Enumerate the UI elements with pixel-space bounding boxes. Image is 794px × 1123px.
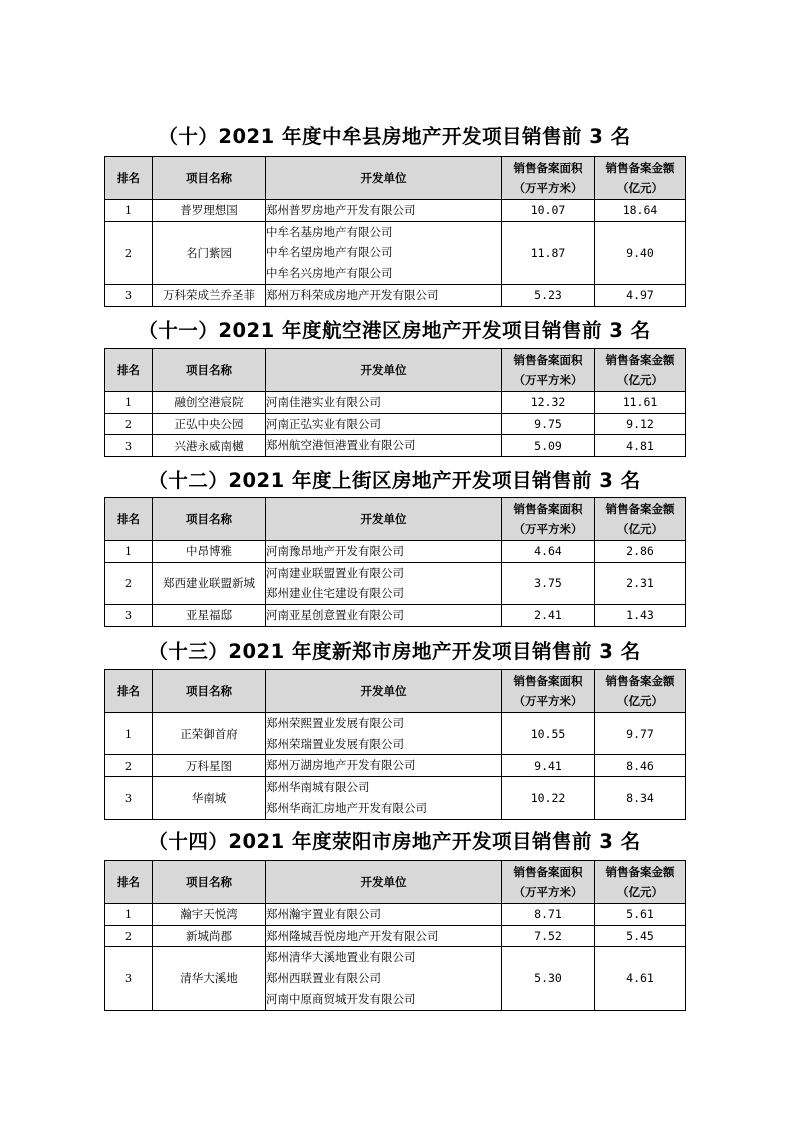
developer-name: 郑州航空港恒港置业有限公司 bbox=[266, 438, 416, 453]
developer-cell bbox=[266, 541, 502, 563]
developer-name: 河南豫昂地产开发有限公司 bbox=[266, 544, 404, 558]
header-project: 项目名称 bbox=[153, 861, 266, 904]
area-cell: 5.30 bbox=[502, 947, 595, 1010]
header-amount-line2: （亿元） bbox=[617, 694, 663, 708]
developer-name: 郑州隆城吾悦房地产开发有限公司 bbox=[266, 928, 439, 943]
table-row bbox=[105, 562, 686, 604]
header-project: 项目名称 bbox=[153, 157, 266, 200]
table-row bbox=[105, 392, 686, 414]
header-amount-line1: 销售备案金额 bbox=[605, 502, 675, 516]
area-cell: 2.41 bbox=[502, 605, 595, 627]
developer-name: 中牟名望房地产有限公司 bbox=[266, 245, 393, 260]
header-amount-line1: 销售备案金额 bbox=[605, 161, 675, 175]
developer-name: 中牟名基房地产有限公司 bbox=[266, 224, 393, 239]
header-developer: 开发单位 bbox=[266, 670, 502, 713]
header-area-line2: （万平方米） bbox=[513, 373, 583, 387]
header-developer: 开发单位 bbox=[266, 157, 502, 200]
table-row bbox=[105, 904, 686, 926]
area-cell: 10.55 bbox=[502, 713, 595, 755]
table-header-row bbox=[105, 498, 686, 541]
project-name-cell: 清华大溪地 bbox=[153, 947, 266, 1010]
amount-cell: 18.64 bbox=[595, 200, 686, 222]
amount-cell: 5.61 bbox=[595, 904, 686, 926]
rank-cell: 2 bbox=[105, 755, 153, 777]
header-area bbox=[502, 670, 595, 713]
section-title: （十三）2021 年度新郑市房地产开发项目销售前 3 名 bbox=[148, 640, 641, 663]
ranking-table bbox=[104, 497, 686, 627]
area-cell: 4.64 bbox=[502, 541, 595, 563]
developer-name: 中牟名兴房地产有限公司 bbox=[266, 266, 393, 281]
area-cell: 3.75 bbox=[502, 562, 595, 604]
area-cell: 5.09 bbox=[502, 435, 595, 457]
amount-cell: 2.31 bbox=[595, 562, 686, 604]
developer-cell bbox=[266, 904, 502, 926]
header-amount bbox=[595, 670, 686, 713]
header-area-line1: 销售备案面积 bbox=[513, 353, 583, 367]
table-header-row bbox=[105, 861, 686, 904]
rank-cell: 1 bbox=[105, 392, 153, 414]
developer-cell bbox=[266, 562, 502, 604]
section-title: （十一）2021 年度航空港区房地产开发项目销售前 3 名 bbox=[138, 319, 651, 342]
section-title: （十二）2021 年度上街区房地产开发项目销售前 3 名 bbox=[148, 469, 641, 492]
rank-cell: 3 bbox=[105, 605, 153, 627]
header-amount bbox=[595, 861, 686, 904]
developer-name: 郑州华商汇房地产开发有限公司 bbox=[266, 800, 427, 815]
header-area-line2: （万平方米） bbox=[513, 181, 583, 195]
header-amount-line2: （亿元） bbox=[617, 181, 663, 195]
developer-name: 河南佳港实业有限公司 bbox=[266, 395, 381, 409]
amount-cell: 1.43 bbox=[595, 605, 686, 627]
amount-cell: 8.34 bbox=[595, 777, 686, 819]
table-row bbox=[105, 605, 686, 627]
header-developer: 开发单位 bbox=[266, 349, 502, 392]
header-amount-line2: （亿元） bbox=[617, 885, 663, 899]
header-rank: 排名 bbox=[105, 861, 153, 904]
section-title: （十）2021 年度中牟县房地产开发项目销售前 3 名 bbox=[158, 125, 631, 148]
developer-name: 郑州瀚宇置业有限公司 bbox=[266, 907, 381, 921]
header-developer: 开发单位 bbox=[266, 861, 502, 904]
header-rank: 排名 bbox=[105, 498, 153, 541]
project-name-cell: 中昂博雅 bbox=[153, 541, 266, 563]
area-cell: 7.52 bbox=[502, 925, 595, 947]
rank-cell: 2 bbox=[105, 562, 153, 604]
area-cell: 9.41 bbox=[502, 755, 595, 777]
ranking-table bbox=[104, 860, 686, 1011]
header-area-line1: 销售备案面积 bbox=[513, 502, 583, 516]
table-row bbox=[105, 777, 686, 819]
header-rank: 排名 bbox=[105, 157, 153, 200]
developer-name: 郑州荣瑞置业发展有限公司 bbox=[266, 736, 404, 751]
area-cell: 10.07 bbox=[502, 200, 595, 222]
developer-name: 郑州万科荣成房地产开发有限公司 bbox=[266, 287, 439, 302]
developer-cell bbox=[266, 925, 502, 947]
project-name-cell: 亚星福邸 bbox=[153, 605, 266, 627]
header-amount-line2: （亿元） bbox=[617, 522, 663, 536]
header-project: 项目名称 bbox=[153, 498, 266, 541]
project-name-cell: 融创空港宸院 bbox=[153, 392, 266, 414]
developer-name: 郑州建业住宅建设有限公司 bbox=[266, 586, 404, 601]
header-area-line1: 销售备案面积 bbox=[513, 865, 583, 879]
table-header-row bbox=[105, 670, 686, 713]
developer-name: 河南正弘实业有限公司 bbox=[266, 416, 381, 431]
table-row bbox=[105, 221, 686, 284]
header-project: 项目名称 bbox=[153, 349, 266, 392]
header-area-line2: （万平方米） bbox=[513, 694, 583, 708]
developer-cell bbox=[266, 777, 502, 819]
developer-cell bbox=[266, 200, 502, 222]
header-area-line1: 销售备案面积 bbox=[513, 674, 583, 688]
area-cell: 10.22 bbox=[502, 777, 595, 819]
developer-name: 河南中原商贸城开发有限公司 bbox=[266, 991, 416, 1006]
area-cell: 8.71 bbox=[502, 904, 595, 926]
developer-name: 郑州荣熙置业发展有限公司 bbox=[266, 716, 404, 730]
header-amount-line1: 销售备案金额 bbox=[605, 865, 675, 879]
table-row bbox=[105, 284, 686, 306]
table-row bbox=[105, 200, 686, 222]
header-amount-line1: 销售备案金额 bbox=[605, 353, 675, 367]
amount-cell: 2.86 bbox=[595, 541, 686, 563]
amount-cell: 5.45 bbox=[595, 925, 686, 947]
amount-cell: 9.12 bbox=[595, 413, 686, 435]
ranking-table bbox=[104, 669, 686, 820]
developer-name: 郑州普罗房地产开发有限公司 bbox=[266, 203, 416, 217]
header-amount-line1: 销售备案金额 bbox=[605, 674, 675, 688]
area-cell: 5.23 bbox=[502, 284, 595, 306]
rank-cell: 1 bbox=[105, 200, 153, 222]
area-cell: 11.87 bbox=[502, 221, 595, 284]
header-area-line2: （万平方米） bbox=[513, 885, 583, 899]
header-project: 项目名称 bbox=[153, 670, 266, 713]
rank-cell: 3 bbox=[105, 947, 153, 1010]
ranking-table bbox=[104, 156, 686, 307]
header-rank: 排名 bbox=[105, 670, 153, 713]
header-amount bbox=[595, 349, 686, 392]
ranking-table bbox=[104, 348, 686, 457]
amount-cell: 9.40 bbox=[595, 221, 686, 284]
developer-cell bbox=[266, 713, 502, 755]
developer-cell bbox=[266, 435, 502, 457]
table-header-row bbox=[105, 157, 686, 200]
developer-cell bbox=[266, 413, 502, 435]
project-name-cell: 万科星图 bbox=[153, 755, 266, 777]
amount-cell: 4.61 bbox=[595, 947, 686, 1010]
table-row bbox=[105, 435, 686, 457]
header-area-line2: （万平方米） bbox=[513, 522, 583, 536]
amount-cell: 11.61 bbox=[595, 392, 686, 414]
header-area bbox=[502, 349, 595, 392]
rank-cell: 1 bbox=[105, 541, 153, 563]
developer-cell bbox=[266, 392, 502, 414]
rank-cell: 1 bbox=[105, 904, 153, 926]
header-developer: 开发单位 bbox=[266, 498, 502, 541]
developer-cell bbox=[266, 221, 502, 284]
rank-cell: 2 bbox=[105, 221, 153, 284]
developer-name: 郑州清华大溪地置业有限公司 bbox=[266, 950, 416, 965]
developer-name: 河南亚星创意置业有限公司 bbox=[266, 608, 404, 623]
developer-name: 郑州万湖房地产开发有限公司 bbox=[266, 758, 416, 773]
developer-cell bbox=[266, 284, 502, 306]
rank-cell: 2 bbox=[105, 413, 153, 435]
project-name-cell: 瀚宇天悦湾 bbox=[153, 904, 266, 926]
rank-cell: 2 bbox=[105, 925, 153, 947]
project-name-cell: 普罗理想国 bbox=[153, 200, 266, 222]
project-name-cell: 正荣御首府 bbox=[153, 713, 266, 755]
developer-name: 河南建业联盟置业有限公司 bbox=[266, 565, 404, 580]
rank-cell: 3 bbox=[105, 284, 153, 306]
amount-cell: 4.97 bbox=[595, 284, 686, 306]
header-rank: 排名 bbox=[105, 349, 153, 392]
project-name-cell: 万科荣成兰乔圣菲 bbox=[153, 284, 266, 306]
header-amount-line2: （亿元） bbox=[617, 373, 663, 387]
header-amount bbox=[595, 157, 686, 200]
rank-cell: 3 bbox=[105, 435, 153, 457]
area-cell: 12.32 bbox=[502, 392, 595, 414]
developer-name: 郑州西联置业有限公司 bbox=[266, 971, 381, 986]
table-row bbox=[105, 925, 686, 947]
table-header-row bbox=[105, 349, 686, 392]
amount-cell: 9.77 bbox=[595, 713, 686, 755]
header-area bbox=[502, 861, 595, 904]
amount-cell: 4.81 bbox=[595, 435, 686, 457]
table-row bbox=[105, 413, 686, 435]
project-name-cell: 名门紫园 bbox=[153, 221, 266, 284]
section-title: （十四）2021 年度荥阳市房地产开发项目销售前 3 名 bbox=[148, 830, 641, 853]
project-name-cell: 正弘中央公园 bbox=[153, 413, 266, 435]
rank-cell: 3 bbox=[105, 777, 153, 819]
area-cell: 9.75 bbox=[502, 413, 595, 435]
header-amount bbox=[595, 498, 686, 541]
project-name-cell: 新城尚郡 bbox=[153, 925, 266, 947]
project-name-cell: 郑西建业联盟新城 bbox=[153, 562, 266, 604]
developer-cell bbox=[266, 605, 502, 627]
developer-cell bbox=[266, 947, 502, 1010]
header-area bbox=[502, 498, 595, 541]
table-row bbox=[105, 755, 686, 777]
project-name-cell: 华南城 bbox=[153, 777, 266, 819]
table-row bbox=[105, 947, 686, 1010]
header-area bbox=[502, 157, 595, 200]
amount-cell: 8.46 bbox=[595, 755, 686, 777]
table-row bbox=[105, 713, 686, 755]
rank-cell: 1 bbox=[105, 713, 153, 755]
project-name-cell: 兴港永威南樾 bbox=[153, 435, 266, 457]
table-row bbox=[105, 541, 686, 563]
developer-name: 郑州华南城有限公司 bbox=[266, 780, 370, 795]
developer-cell bbox=[266, 755, 502, 777]
header-area-line1: 销售备案面积 bbox=[513, 161, 583, 175]
